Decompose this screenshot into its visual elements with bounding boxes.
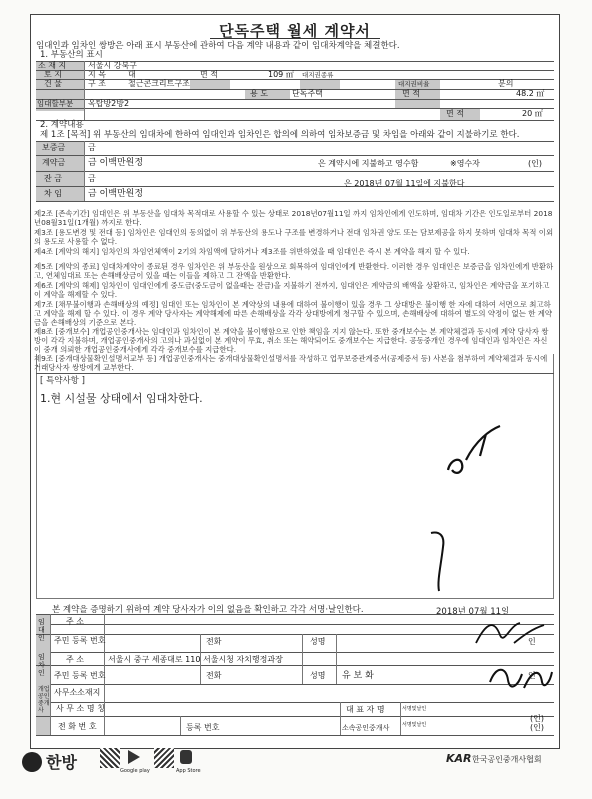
clause-7: 제7조 [채무불이행과 손해배상의 예정] 임대인 또는 임차인이 본 계약상의 내용에 대하여 불이행이 있을 경우 그 상대방은 불이행 한 자에 대하여 서면으로 최고하고 계약을 해제 할 수 있다. 이 경우 계약 당사자는 계약해제에 따른 손해배상을 각각 상대방에게 청구할 수 있으며, 손해배상에 대하여 별도의 약정이 없는 한 계약금을 손해배상의 기준으로 본다. bbox=[34, 300, 553, 327]
structure-label: 구 조 bbox=[88, 79, 106, 88]
lease-part-label: 임대할부분 bbox=[37, 99, 74, 108]
balance-value: 금 bbox=[88, 174, 96, 183]
clause-9: 제9조 [중개대상물확인설명서교부 등] 개업공인중개사는 중개대상물확인설명서를 작성하고 업무보증관계증서(공제증서 등) 사본을 첨부하여 계약체결과 동시에 거래당사자 쌍방에게 교부한다. bbox=[34, 354, 548, 372]
agent-office-address-label: 사무소소재지 bbox=[54, 688, 101, 697]
handwritten-signature-mark bbox=[440, 420, 510, 480]
lease-area-label: 면 적 bbox=[446, 109, 464, 118]
lessee-signature-mark bbox=[486, 662, 556, 696]
land-type-label: 지 목 bbox=[88, 70, 106, 79]
receiver-seal: (인) bbox=[528, 159, 542, 168]
agent-rep-seal: (인) bbox=[530, 714, 544, 723]
app-store-icon bbox=[180, 750, 192, 764]
agent-representative-label: 대 표 자 명 bbox=[346, 705, 385, 714]
association-logo: KAR bbox=[446, 752, 472, 765]
agent-role: 개업공인중개사 bbox=[38, 686, 50, 714]
rent-label: 차 임 bbox=[44, 189, 62, 198]
balance-note: 은 2018년 07월 11일에 지불한다 bbox=[344, 179, 465, 188]
section-property-heading: 1. 부동산의 표시 bbox=[40, 50, 103, 60]
page-footer bbox=[14, 748, 579, 788]
clause-4: 제4조 [계약의 해지] 임차인의 차임연체액이 2기의 차임액에 달하거나 제3조를 위반하였을 때 임대인은 즉시 본 계약을 해지 할 수 있다. bbox=[34, 247, 470, 256]
hanbang-logo-icon bbox=[22, 752, 42, 772]
lessor-seal: 인 bbox=[528, 637, 536, 646]
lessor-phone-label: 전화 bbox=[206, 637, 222, 646]
lessor-signature-mark bbox=[470, 615, 550, 655]
rent-value: 금 이백만원정 bbox=[88, 189, 144, 199]
building-label: 건 물 bbox=[44, 79, 62, 88]
building-area-label: 면 적 bbox=[402, 89, 420, 98]
lessee-role: 임차인 bbox=[38, 653, 45, 677]
deposit-value: 금 bbox=[88, 143, 96, 152]
location-value: 서울시 강북구 bbox=[88, 61, 137, 70]
building-area-value: 48.2 ㎡ bbox=[516, 89, 545, 98]
agent-staff-seal: (인) bbox=[530, 723, 544, 732]
land-ratio-label: 대지권비율 bbox=[398, 80, 430, 88]
hanbang-brand: 한방 bbox=[46, 753, 77, 772]
location-label: 소 재 지 bbox=[38, 61, 67, 70]
confirm-text: 본 계약을 증명하기 위하여 계약 당사자가 이의 없음을 확인하고 각각 서명·날인한다. bbox=[52, 605, 364, 615]
agent-phone-label: 전 화 번 호 bbox=[58, 722, 97, 731]
receiver-label: ※영수자 bbox=[450, 159, 480, 168]
intro-text: 임대인과 임차인 쌍방은 아래 표시 부동산에 관하여 다음 계약 내용과 같이 임대차계약을 체결한다. bbox=[36, 41, 400, 51]
land-ratio-value: 분의 bbox=[498, 79, 514, 88]
lessee-address-value: 서울시 중구 세종대로 110 서울시청 자치행정과장 bbox=[108, 655, 283, 664]
clause-6: 제6조 [계약의 해제] 임차인이 임대인에게 중도금(중도금이 없을때는 잔금)을 지불하기 전까지, 임대인은 계약금의 배액을 상환하고, 임차인은 계약금을 포기하고 이 계약을 해제할 수 있다. bbox=[34, 281, 550, 299]
lessor-name-label: 성명 bbox=[310, 637, 326, 646]
special-terms-label: [ 특약사항 ] bbox=[40, 376, 85, 386]
agent-office-name-label: 사 무 소 명 칭 bbox=[56, 704, 105, 713]
clause-1: 제 1조 [목적] 위 부동산의 임대차에 한하여 임대인과 임차인은 합의에 의하여 임차보증금 및 차임을 아래와 같이 지불하기로 한다. bbox=[40, 130, 520, 140]
contract-title: 단독주택 월세 계약서 bbox=[219, 22, 371, 40]
association-name: 한국공인중개사협회 bbox=[472, 755, 542, 764]
lessor-address-label: 주 소 bbox=[66, 617, 84, 626]
lessee-name-label: 성명 bbox=[310, 671, 326, 680]
lessee-seal: 인 bbox=[528, 671, 536, 680]
confirm-date: 2018년 07월 11일 bbox=[436, 607, 510, 617]
contract-payment-note: 은 계약시에 지불하고 영수함 bbox=[318, 159, 419, 168]
use-value: 단독주택 bbox=[292, 89, 323, 98]
clause-2: 제2조 [존속기간] 임대인은 위 부동산을 임대차 목적대로 사용할 수 있는 상태로 2018년07월11일 까지 임차인에게 인도하며, 임대차 기간은 인도일로부터 2018년08월31일(1개월) 까지로 한다. bbox=[34, 209, 553, 227]
lessee-phone-label: 전화 bbox=[206, 671, 222, 680]
land-label: 토 지 bbox=[44, 70, 62, 79]
structure-value: 철근콘크리트구조 bbox=[128, 79, 190, 88]
google-play-label: Google play bbox=[120, 768, 150, 774]
agent-registration-label: 등록 번호 bbox=[186, 723, 220, 732]
deposit-label: 보증금 bbox=[42, 143, 66, 152]
agent-staff-label: 소속공인중개사 bbox=[342, 724, 390, 732]
qr-code-2-icon bbox=[154, 748, 174, 768]
agent-rep-sign-label: 서명및날인 bbox=[402, 706, 427, 712]
lessor-id-label: 주민 등록 번호 bbox=[54, 636, 106, 645]
handwritten-stroke-mark bbox=[425, 525, 465, 595]
google-play-icon bbox=[128, 750, 140, 764]
lease-area-value: 20 ㎡ bbox=[522, 109, 543, 118]
agent-staff-sign-label: 서명및날인 bbox=[402, 722, 427, 728]
qr-code-1-icon bbox=[100, 748, 120, 768]
special-terms-text: 1.현 시설물 상태에서 임대차한다. bbox=[40, 392, 203, 405]
balance-label: 잔 금 bbox=[44, 174, 62, 183]
land-area-label: 면 적 bbox=[200, 70, 218, 79]
contract-payment-value: 금 이백만원정 bbox=[88, 158, 144, 168]
section-contract-heading: 2. 계약내용 bbox=[40, 120, 84, 130]
app-store-label: App Store bbox=[176, 768, 201, 774]
lessee-address-label: 주 소 bbox=[66, 655, 84, 664]
clause-8: 제8조 [중개보수] 개업공인중개사는 임대인과 임차인이 본 계약을 불이행함으로 인한 책임을 지지 않는다. 또한 중개보수는 본 계약체결과 동시에 계약 당사자 쌍방이 각각 지불하며, 개업공인중개사의 고의나 과실없이 본 계약이 무효, 취소 또는 해약되어도 중개보수는 지급한다. 공동중개인 경우에 임대인과 임차인은 자신이 중개 의뢰한 개업공인중개사에게 각각 중개보수를 지급한다. bbox=[34, 327, 549, 354]
clause-3: 제3조 [용도변경 및 전대 등] 임차인은 임대인의 동의없이 위 부동산의 용도나 구조를 변경하거나 전대 임차권 양도 또는 담보제공을 하지 못하며 임대차 목적 이외의 용도로 사용할 수 없다. bbox=[34, 228, 554, 246]
use-label: 용 도 bbox=[250, 89, 268, 98]
land-type-value: 대 bbox=[128, 70, 136, 79]
lessee-id-label: 주민 등록 번호 bbox=[54, 671, 106, 680]
contract-payment-label: 계약금 bbox=[42, 158, 66, 167]
clause-5: 제5조 [계약의 종료] 임대차계약이 종료된 경우 임차인은 위 부동산을 원상으로 회복하여 임대인에게 반환한다. 이러한 경우 임대인은 보증금을 임차인에게 반환하고, 연체임대료 또는 손해배상금이 있을 때는 이들을 제하고 그 잔액을 반환한다. bbox=[34, 262, 554, 280]
lease-part-value: 옥탑방2방2 bbox=[88, 99, 130, 108]
lessee-name-value: 유 보 화 bbox=[342, 671, 374, 681]
land-area-value: 109 ㎡ bbox=[268, 70, 294, 79]
lessor-role: 임대인 bbox=[38, 618, 45, 642]
land-right-label: 대지권종류 bbox=[302, 71, 334, 79]
